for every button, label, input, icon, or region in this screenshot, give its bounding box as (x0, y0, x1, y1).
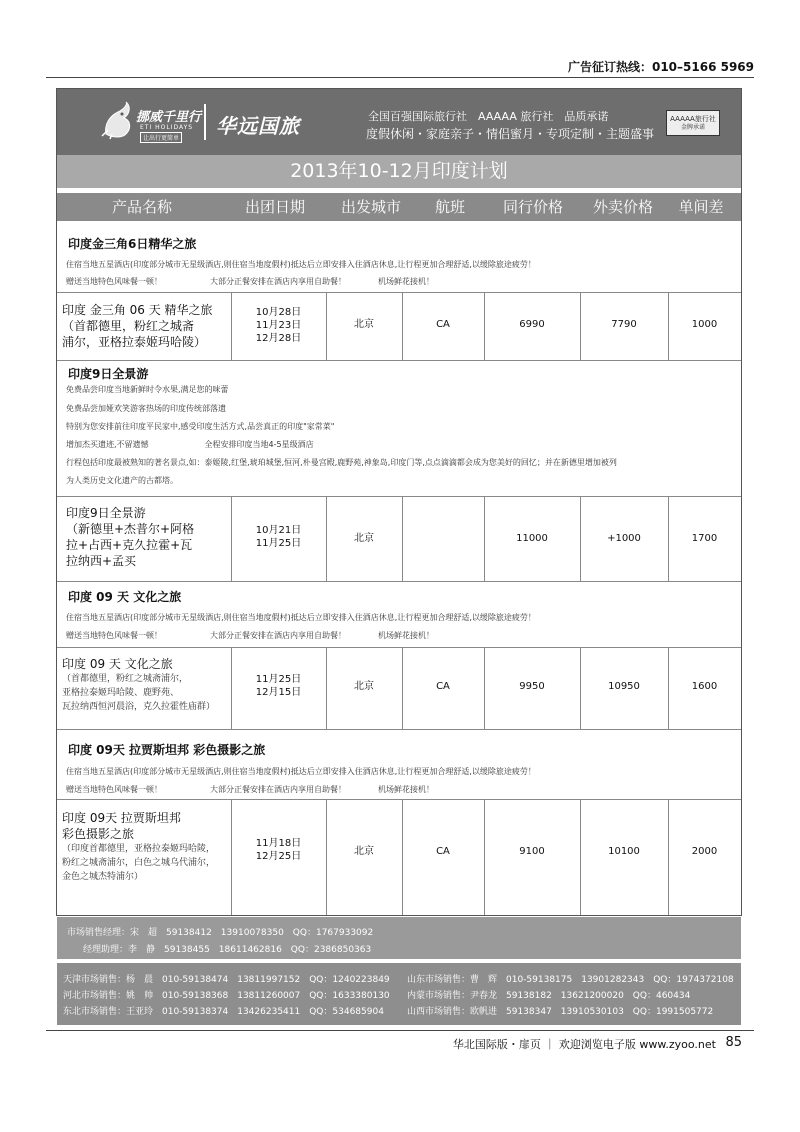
section-3-note-1: 住宿当地五星酒店(印度部分城市无星级酒店,则住宿当地度假村)抵达后立即安排入住酒店休息,让行程更加合理舒适,以缓除旅途疲劳！ (66, 613, 536, 622)
column-divider (580, 496, 581, 581)
ad-hotline: 广告征订热线：010–5166 5969 (567, 60, 754, 74)
column-divider (580, 799, 581, 915)
row-divider (57, 496, 741, 497)
regional-contact: 山东市场销售：曹 辉 010-59138175 13901282343 QQ：1974372108 (407, 975, 734, 985)
section-2-note-3: 特别为您安排前往印度平民家中,感受印度生活方式,品尝真正的印度"家常菜" (66, 422, 335, 431)
peer-price: 9100 (519, 846, 545, 857)
product-detail: （首都德里，粉红之城斋浦尔， (62, 674, 189, 684)
header-product: 产品名称 (111, 198, 172, 216)
plan-title: 2013年10-12月印度计划 (290, 160, 508, 182)
product-line: 拉纳西+孟买 (66, 554, 137, 568)
date: 11月18日 (255, 838, 302, 849)
peer-price: 11000 (516, 533, 548, 544)
column-divider (231, 496, 232, 581)
regional-sales (57, 963, 741, 1025)
logo-divider (204, 104, 206, 140)
regional-contact: 河北市场销售：姚 帅 010-59138368 13811260007 QQ：1633380130 (63, 991, 390, 1001)
product-name (66, 505, 194, 569)
footer-text: 华北国际版・扉页 ｜ 欢迎浏览电子版 www.zyoo.net (452, 1038, 716, 1051)
column-divider (402, 799, 403, 915)
column-divider (580, 292, 581, 360)
row-divider (57, 581, 741, 582)
flight: CA (436, 319, 450, 330)
product-name (62, 656, 215, 714)
column-divider (231, 292, 232, 360)
eti-logo-tagline: 让出行更简单 (140, 132, 182, 143)
column-divider (402, 292, 403, 360)
section-2-note-6: 为人类历史文化遗产的古都塔。 (66, 476, 178, 485)
date: 11月25日 (255, 538, 302, 549)
section-3-title: 印度 09 天 文化之旅 (68, 590, 182, 604)
header-date: 出团日期 (244, 198, 305, 216)
column-divider (402, 496, 403, 581)
footer-rule (46, 1030, 754, 1031)
peer-price: 9950 (519, 681, 545, 692)
departure-dates (231, 673, 326, 699)
column-divider (326, 799, 327, 915)
retail-price: +1000 (607, 533, 641, 544)
regional-contact: 内蒙市场销售：尹春龙 59138182 13621200020 QQ：460434 (407, 991, 691, 1001)
date: 10月21日 (255, 525, 302, 536)
section-2-note-5: 行程包括印度最被熟知的著名景点,如：泰姬陵,红堡,琥珀城堡,恒河,朴曼宫殿,鹿野苑,神象岛,印度门等,点点滴滴都会成为您美好的回忆；并在新德里增加被列 (66, 458, 617, 467)
plan-title-bar (57, 155, 741, 188)
flight: CA (436, 681, 450, 692)
column-divider (326, 647, 327, 729)
product-detail: 金色之城杰特浦尔） (62, 872, 144, 882)
section-1-title: 印度金三角6日精华之旅 (68, 237, 197, 251)
aaaaa-badge (666, 110, 720, 136)
section-1-note-1: 住宿当地五星酒店(印度部分城市无星级酒店,则住宿当地度假村)抵达后立即安排入住酒店休息,让行程更加合理舒适,以缓除旅途疲劳！ (66, 260, 536, 269)
column-divider (668, 799, 669, 915)
badge-line-1: AAAAA旅行社 (670, 115, 716, 123)
column-divider (484, 496, 485, 581)
product-line: 印度 金三角 06 天 精华之旅 (62, 303, 213, 317)
product-line: 印度9日全景游 (66, 506, 146, 520)
regional-contact: 东北市场销售：王亚玲 010-59138374 13426235411 QQ：534685904 (63, 1007, 384, 1017)
departure-dates (231, 306, 326, 345)
date: 11月23日 (255, 320, 302, 331)
dragon-logo-icon (100, 100, 134, 140)
date: 11月25日 (255, 674, 302, 685)
product-line: （新德里+杰普尔+阿格 (66, 522, 195, 536)
badge-line-2: 金牌承诺 (680, 124, 705, 131)
single-supplement: 1000 (691, 319, 718, 330)
section-2-note-4: 增加杰买遗迹,不留遗憾 全程安排印度当地4-5星级酒店 (66, 440, 314, 449)
column-divider (326, 496, 327, 581)
departure-city: 北京 (354, 533, 374, 544)
regional-contact: 天津市场销售：杨 晨 010-59138474 13811997152 QQ：1240223849 (63, 975, 390, 985)
regional-contact: 山西市场销售：欧帆进 59138347 13910530103 QQ：1991505772 (407, 1007, 714, 1017)
column-divider (484, 647, 485, 729)
table-header (57, 193, 741, 221)
section-4-note-1: 住宿当地五星酒店(印度部分城市无星级酒店,则住宿当地度假村)抵达后立即安排入住酒店休息,让行程更加合理舒适,以缓除旅途疲劳！ (66, 767, 536, 776)
header-flight: 航班 (434, 198, 465, 216)
date: 12月25日 (255, 851, 302, 862)
departure-dates (231, 524, 326, 550)
column-divider (326, 292, 327, 360)
column-divider (484, 799, 485, 915)
flight: CA (436, 846, 450, 857)
column-divider (484, 292, 485, 360)
eti-logo-text: 挪威千里行 (136, 110, 202, 125)
row-divider (57, 647, 741, 648)
product-detail: 粉红之城斋浦尔，白色之城乌代浦尔， (62, 858, 216, 868)
departure-city: 北京 (354, 846, 374, 857)
column-divider (668, 292, 669, 360)
column-divider (231, 647, 232, 729)
banner-slogan-2: 度假休闲・家庭亲子・情侣蜜月・专项定制・主题盛事 (366, 127, 655, 141)
single-supplement: 1600 (691, 681, 718, 692)
huayuan-logo-text: 华远国旅 (216, 114, 300, 138)
column-divider (580, 647, 581, 729)
single-supplement: 2000 (691, 846, 718, 857)
section-2-note-1: 免费品尝印度当地新鲜时令水果,满足您的味蕾 (66, 385, 229, 394)
section-2-note-2: 免费品尝加娅欢笑游客热场的印度传统部落遗 (66, 404, 226, 413)
column-divider (402, 647, 403, 729)
header-peer-price: 同行价格 (502, 198, 563, 216)
header-single-supplement: 单间差 (678, 198, 724, 216)
date: 10月28日 (255, 307, 302, 318)
product-line: 印度 09 天 文化之旅 (62, 657, 173, 671)
product-line: 拉+占西+克久拉霍+瓦 (66, 538, 193, 552)
product-detail: 瓦拉纳西恒河晨浴，克久拉霍性庙群） (62, 702, 216, 712)
banner-slogan-1: 全国百强国际旅行社 AAAAA 旅行社 品质承诺 (368, 110, 609, 123)
product-detail: 亚格拉泰姬玛哈陵、鹿野苑、 (62, 688, 180, 698)
contact-manager: 市场销售经理：宋 超 59138412 13910078350 QQ：1767933092 (67, 928, 374, 938)
row-divider (57, 799, 741, 800)
peer-price: 6990 (519, 319, 545, 330)
column-divider (668, 647, 669, 729)
product-detail: （印度首都德里，亚格拉泰姬玛哈陵， (62, 844, 216, 854)
retail-price: 7790 (611, 319, 637, 330)
section-4-note-2: 赠送当地特色风味餐一顿！ 大部分正餐安排在酒店内享用自助餐！ 机场鲜花接机！ (66, 785, 434, 794)
date: 12月28日 (255, 333, 302, 344)
product-name (62, 810, 215, 884)
product-line: 印度 09天 拉贾斯坦邦 (62, 811, 181, 825)
retail-price: 10950 (608, 681, 640, 692)
contact-assistant: 经理助理：李 静 59138455 18611462816 QQ：2386850363 (83, 945, 372, 955)
header-retail-price: 外卖价格 (592, 198, 653, 216)
departure-dates (231, 837, 326, 863)
section-2-title: 印度9日全景游 (68, 367, 149, 381)
row-divider (57, 292, 741, 293)
column-divider (231, 799, 232, 915)
section-1-note-2: 赠送当地特色风味餐一顿！ 大部分正餐安排在酒店内享用自助餐！ 机场鲜花接机！ (66, 277, 434, 286)
section-4-title: 印度 09天 拉贾斯坦邦 彩色摄影之旅 (68, 743, 266, 757)
product-name (62, 302, 213, 350)
product-line: 彩色摄影之旅 (62, 827, 135, 841)
section-3-note-2: 赠送当地特色风味餐一顿！ 大部分正餐安排在酒店内享用自助餐！ 机场鲜花接机！ (66, 631, 434, 640)
top-rule (46, 77, 754, 78)
page-number: 85 (725, 1035, 742, 1050)
departure-city: 北京 (354, 319, 374, 330)
single-supplement: 1700 (691, 533, 718, 544)
departure-city: 北京 (354, 681, 374, 692)
retail-price: 10100 (608, 846, 640, 857)
eti-logo-subtitle: ETI HOLIDAYS (140, 124, 194, 131)
date: 12月15日 (255, 687, 302, 698)
header-city: 出发城市 (340, 198, 401, 216)
row-divider (57, 729, 741, 730)
product-line: （首都德里，粉红之城斋 (62, 319, 195, 333)
product-line: 浦尔，亚格拉泰姬玛哈陵） (62, 335, 207, 349)
row-divider (57, 360, 741, 361)
column-divider (668, 496, 669, 581)
contact-bar (57, 917, 741, 959)
